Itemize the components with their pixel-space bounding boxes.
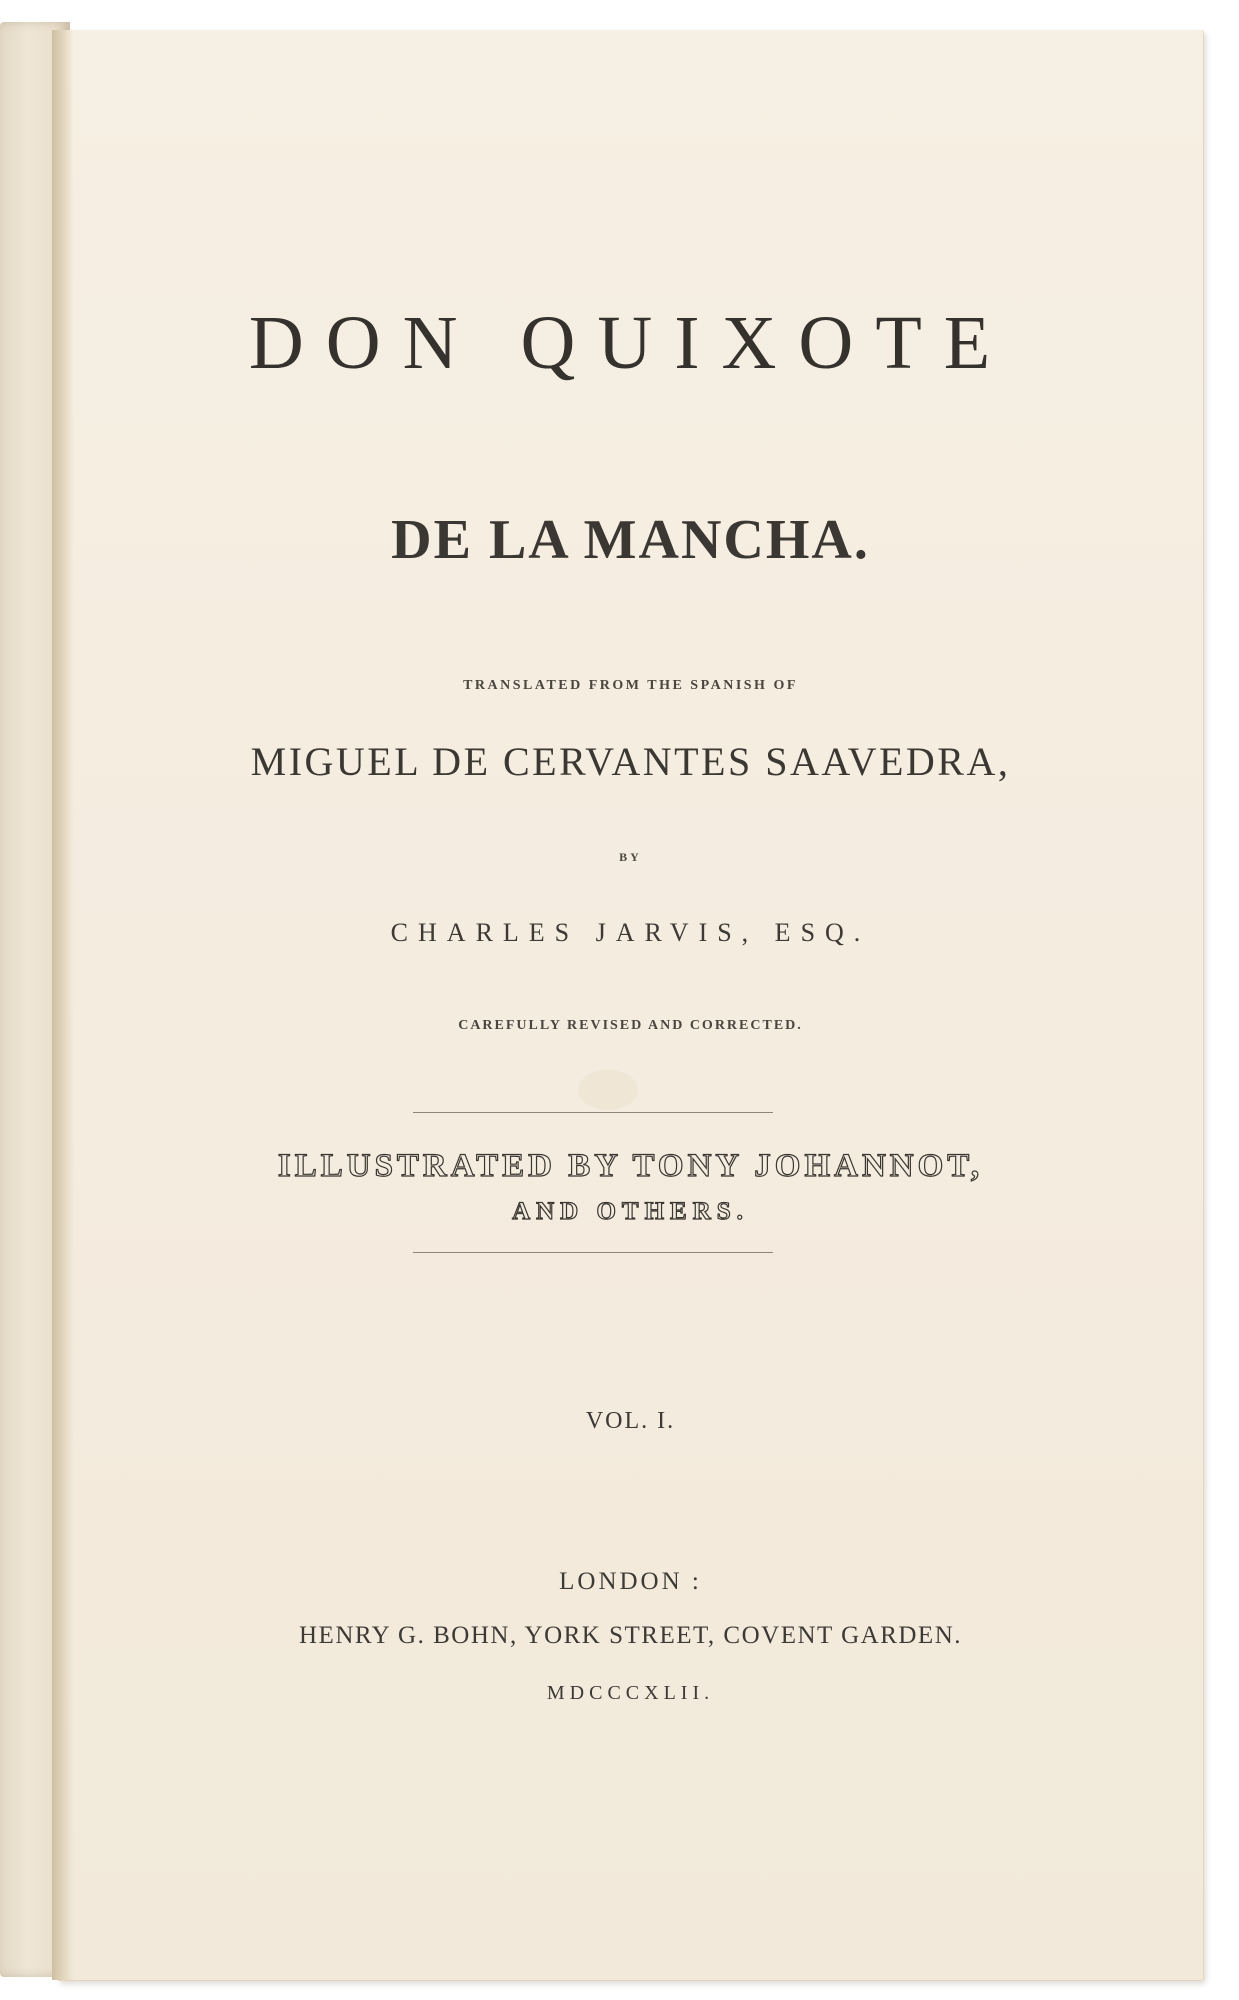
divider-rule-bottom: [413, 1252, 773, 1253]
by-line: BY: [619, 850, 642, 864]
revision-note: CAREFULLY REVISED AND CORRECTED.: [458, 1018, 803, 1033]
illustrator-others-line: AND OTHERS.: [512, 1198, 749, 1225]
book-subtitle: DE LA MANCHA.: [391, 509, 870, 571]
translator-name: CHARLES JARVIS, ESQ.: [390, 918, 871, 947]
volume-number: VOL. I.: [585, 1408, 676, 1434]
author-name: MIGUEL DE CERVANTES SAAVEDRA,: [250, 739, 1011, 784]
publication-year: MDCCCXLII.: [546, 1682, 715, 1704]
illustrator-line: ILLUSTRATED BY TONY JOHANNOT,: [277, 1148, 984, 1184]
book-title: DON QUIXOTE: [248, 301, 1013, 385]
title-page: [58, 30, 1204, 1981]
publication-city: LONDON :: [559, 1568, 702, 1595]
translated-line: TRANSLATED FROM THE SPANISH OF: [463, 678, 798, 693]
divider-rule-top: [413, 1112, 773, 1113]
paper-stain: [578, 1070, 638, 1110]
publisher-line: HENRY G. BOHN, YORK STREET, COVENT GARDEN.: [299, 1622, 962, 1649]
